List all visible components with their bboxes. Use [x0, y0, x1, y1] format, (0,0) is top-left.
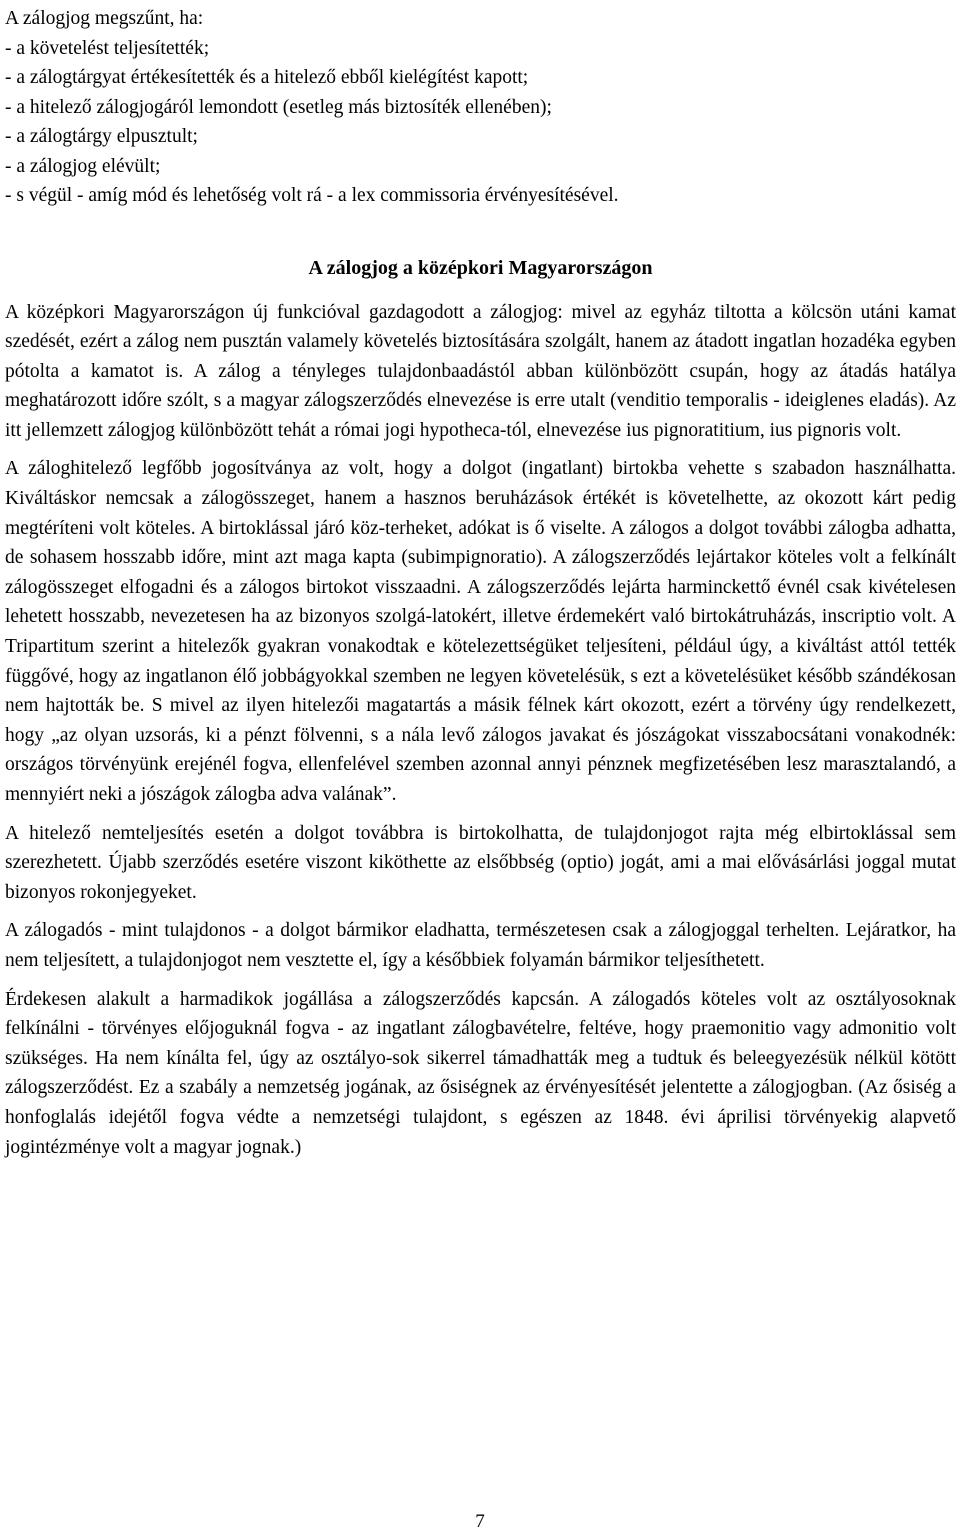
list-item: - a hitelező zálogjogáról lemondott (esetleg más biztosíték ellenében); [5, 96, 552, 118]
intro-line: A zálogjog megszűnt, ha: [5, 8, 204, 29]
paragraph-5: Érdekesen alakult a harmadikok jogállása a zálogszerződés kapcsán. A zálogadós köteles volt az osztályosoknak felkínálni - törvényes előjoguknál fogva - az ingatlant zálogbavételre, feltéve, hogy praemonitio vagy admonitio volt szükséges. Ha nem kínálta fel, úgy az osztályo-sok sikerrel támadhatták meg a tudtuk és beleegyezésük nélkül kötött zálogszerződést. Ez a szabály a nemzetség jogának, az ősiségnek az érvényesítését jelentette a zálogjogban. (Az ősiség a honfoglalás idejétől fogva védte a nemzetségi tulajdont, s egészen az 1848. évi áprilisi törvényekig alapvető jogintézménye volt a magyar jognak.) [5, 988, 956, 1158]
paragraph-4: A zálogadós - mint tulajdonos - a dolgot bármikor eladhatta, természetesen csak a zálogjoggal terhelten. Lejáratkor, ha nem teljesített, a tulajdonjogot nem vesztette el, így a későbbiek folyamán bármikor teljesíthetett. [5, 920, 956, 971]
section-title: A zálogjog a középkori Magyarországon [308, 256, 653, 279]
list-item: - a zálogtárgy elpusztult; [5, 126, 198, 147]
list-item: - a követelést teljesítették; [5, 37, 210, 59]
list-item: - a zálogjog elévült; [5, 155, 161, 177]
termination-list [5, 34, 956, 211]
list-item: - s végül - amíg mód és lehetőség volt rá - a lex commissoria érvényesítésével. [5, 185, 619, 206]
paragraph-2: A záloghitelező legfőbb jogosítványa az volt, hogy a dolgot (ingatlant) birtokba vehette s szabadon használhatta. Kiváltáskor nemcsak a zálogösszeget, hanem a hasznos beruházások értékét is követelhette, az okozott kárt pedig megtéríteni volt köteles. A birtoklással járó köz-terheket, adókat is ő viselte. A zálogos a dolgot további zálogba adhatta, de sohasem hosszabb időre, mint azt maga kapta (subimpignoratio). A zálogszerződés lejártakor köteles volt a felkínált zálogösszeget elfogadni és a zálogos birtokot visszaadni. A zálogszerződés lejárta harminckettő évnél csak kivételesen lehetett hosszabb, nevezetesen ha az bizonyos szolgá-latokért, illetve érdemekért való birtokátruházás, inscriptio volt. A Tripartitum szerint a hitelezők gyakran vonakodtak e kötelezettségüket teljesíteni, például úgy, a kiváltást attól tették függővé, hogy az ingatlanon élő jobbágyokkal szemben ne legyen követelésük, s ezt a követelésüket később szándékosan nem hajtották be. S mivel az ilyen hitelezői magatartás a másik félnek kárt okozott, ezért a törvény úgy rendelkezett, hogy „az olyan uzsorás, ki a pénzt fölvenni, s a nála levő zálogos javakat és jószágokat visszabocsátani vonakodnék: országos törvényünk erejénél fogva, ellenfelével szemben azonnal annyi pénznek megfizetésében lesz marasztalandó, a mennyiért neki a jószágok zálogba adva valának”. [5, 458, 956, 805]
list-item: - a zálogtárgyat értékesítették és a hitelező ebből kielégítést kapott; [5, 67, 529, 88]
paragraph-1: A középkori Magyarországon új funkcióval gazdagodott a zálogjog: mivel az egyház tiltotta a kölcsön utáni kamat szedését, ezért a zálog nem pusztán valamely követelés biztosítására szolgált, hanem az átadott ingatlan hozadéka egyben pótolta a kamatot is. A zálog a tényleges tulajdonbaadástól abban különbözött csupán, hogy az átadás hatálya meghatározott időre szólt, s a magyar zálogszerződés elnevezése is erre utalt (venditio temporalis - ideiglenes eladás). Az itt jellemzett zálogjog különbözött tehát a római jogi hypotheca-tól, elnevezése ius pignoratitium, ius pignoris volt. [5, 301, 956, 441]
page-number: 7 [475, 1511, 485, 1532]
paragraph-3: A hitelező nemteljesítés esetén a dolgot továbbra is birtokolhatta, de tulajdonjogot rajta még elbirtoklással sem szerezhetett. Újabb szerződés esetére viszont kiköthette az elsőbbség (optio) jogát, ami a mai elővásárlási joggal mutat bizonyos rokonjegyeket. [5, 822, 956, 903]
